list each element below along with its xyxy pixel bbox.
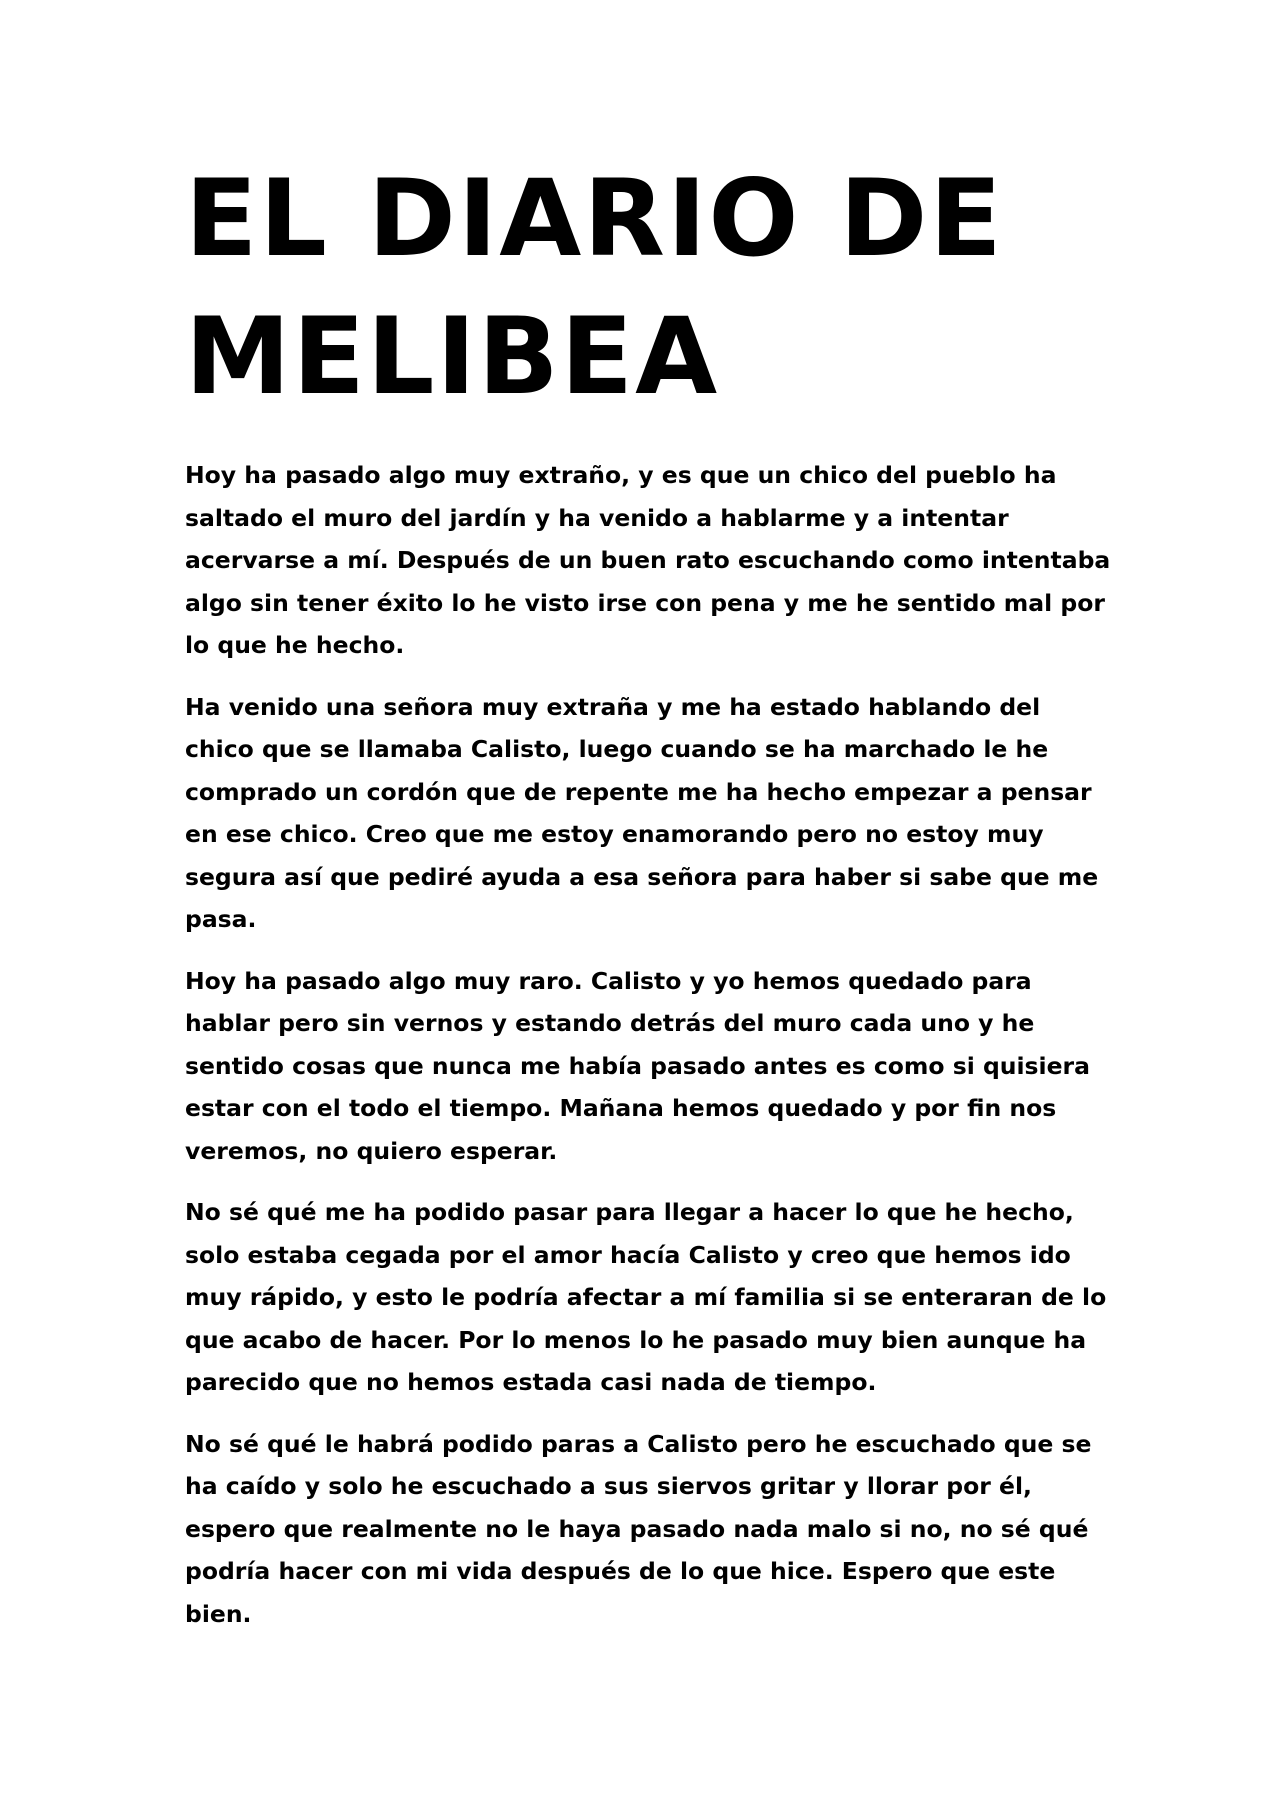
- paragraph-5: No sé qué le habrá podido paras a Calisto pero he escuchado que se ha caído y solo he escuchado a sus siervos gritar y llorar por él, espero que realmente no le haya pasado nada malo si no, no sé qué podría hacer con mi vida después de lo que hice. Espero que este bien.: [185, 1429, 1092, 1628]
- paragraph-2: Ha venido una señora muy extraña y me ha estado hablando del chico que se llamaba Calisto, luego cuando se ha marchado le he comprado un cordón que de repente me ha hecho empezar a pensar en ese chico. Creo que me estoy enamorando pero no estoy muy segura así que pediré ayuda a esa señora para haber si sabe que me pasa.: [185, 692, 1099, 933]
- document-body: [185, 454, 1115, 1635]
- paragraph-1: Hoy ha pasado algo muy extraño, y es que un chico del pueblo ha saltado el muro del jardín y ha venido a hablarme y a intentar acervarse a mí. Después de un buen rato escuchando como intentaba algo sin tener éxito lo he visto irse con pena y me he sentido mal por lo que he hecho.: [185, 461, 1111, 659]
- document-title: EL DIARIO DE MELIBEA: [185, 157, 1004, 418]
- document-content: [185, 150, 1115, 1654]
- paragraph-3: Hoy ha pasado algo muy raro. Calisto y yo hemos quedado para hablar pero sin vernos y estando detrás del muro cada uno y he sentido cosas que nunca me había pasado antes es como si quisiera estar con el todo el tiempo. Mañana hemos quedado y por fin nos veremos, no quiero esperar.: [185, 966, 1090, 1165]
- paragraph-4: No sé qué me ha podido pasar para llegar a hacer lo que he hecho, solo estaba cegada por el amor hacía Calisto y creo que hemos ido muy rápido, y esto le podría afectar a mí familia si se enteraran de lo que acabo de hacer. Por lo menos lo he pasado muy bien aunque ha parecido que no hemos estada casi nada de tiempo.: [185, 1198, 1107, 1396]
